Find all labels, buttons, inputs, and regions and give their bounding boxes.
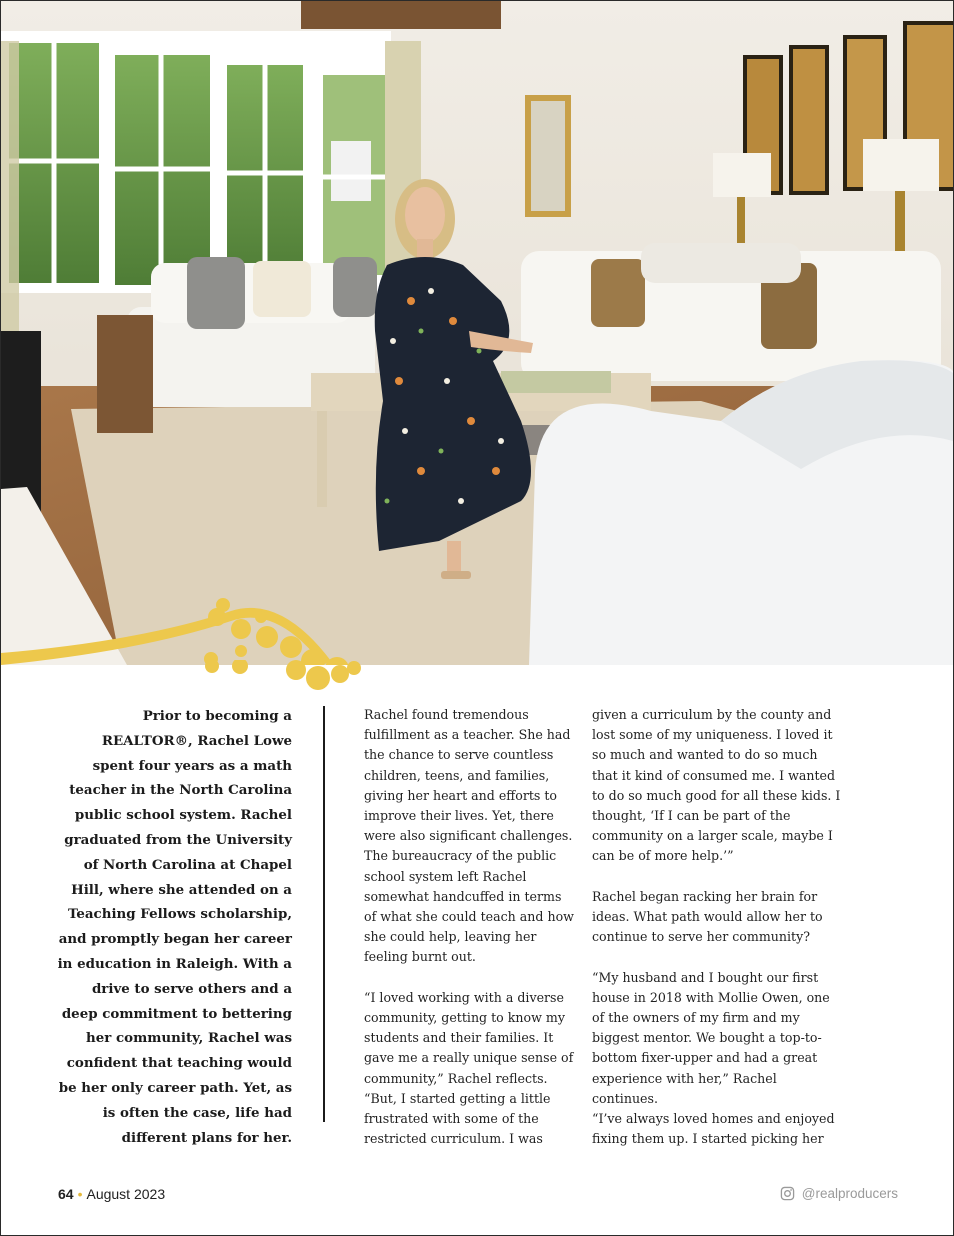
intro-paragraph: Prior to becoming a REALTOR®, Rachel Lowe spent four years as a math teacher in the North Carolina public school system. Rachel graduated from the University of North Carolina at Chapel Hill, where she attended on a Teaching Fellows scholarship, and promptly began her career in education in Raleigh. With a drive to serve others and a deep commitment to bettering her community, Rachel was confident that teaching would be her only career path. Yet, as is often the case, life had different plans for her. (57, 708, 292, 1146)
column-2-paragraph-4: “I’ve always loved homes and enjoyed fixing them up. I started picking her (592, 1111, 835, 1147)
column-1-paragraph-2: “I loved working with a diverse community, getting to know my students and their families. It gave me a really unique sense of community,” Rachel reflects. “But, I started getting a little frustrated with some of the restricted curriculum. I was (364, 989, 574, 1147)
page-number: 64 (58, 1186, 74, 1202)
feature-photo (1, 1, 953, 665)
article-column-2 (592, 705, 844, 1149)
social-handle[interactable]: @realproducers (801, 1186, 898, 1201)
column-2-paragraph-3: “My husband and I bought our first house in 2018 with Mollie Owen, one of the owners of my firm and my biggest mentor. We bought a top-to-bottom fixer-upper and had a great experience with her,” Rachel continues. (592, 969, 830, 1106)
instagram-icon (780, 1186, 795, 1201)
column-divider (323, 706, 325, 1122)
armchair (529, 360, 953, 665)
footer-social[interactable] (780, 1186, 898, 1201)
column-2-paragraph-2: Rachel began racking her brain for ideas. What path would allow her to continue to serve her community? (592, 888, 823, 945)
issue-date: August 2023 (86, 1186, 166, 1202)
article-column-1 (364, 705, 576, 1149)
right-sofa (521, 243, 941, 381)
floral-vine-tail (200, 660, 370, 700)
column-1-paragraph-1: Rachel found tremendous fulfillment as a teacher. She had the chance to serve countless children, teens, and families, giving her heart and efforts to improve their lives. Yet, there were also significant challenges. The bureaucracy of the public school system left Rachel somewhat handcuffed in terms of what she could teach and how she could help, leaving her feeling burnt out. (364, 707, 574, 965)
footer-separator: • (77, 1186, 83, 1202)
footer-page-info (58, 1186, 165, 1202)
column-2-paragraph-1: given a curriculum by the county and lost some of my uniqueness. I loved it so much and wanted to do so much that it kind of consumed me. I wanted to do so much good for all these kids. I thought, ‘If I can be part of the community on a larger scale, maybe I can be of more help.’” (592, 707, 841, 864)
